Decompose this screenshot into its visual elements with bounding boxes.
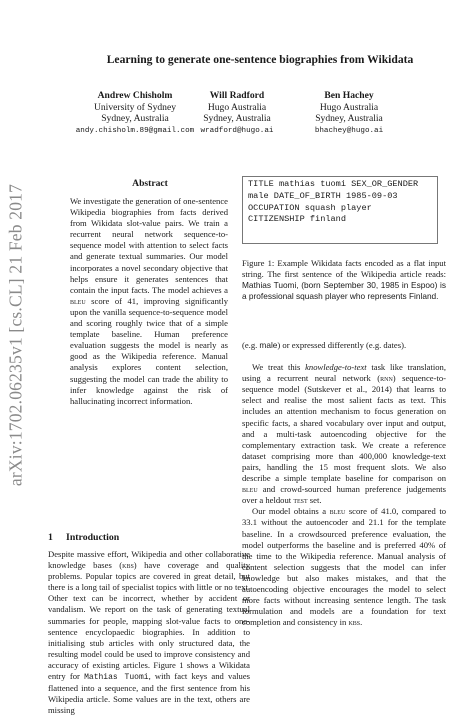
- text-part: Our model obtains a: [252, 506, 330, 517]
- introduction-text: [48, 549, 250, 716]
- section-heading-introduction: [48, 532, 119, 543]
- paragraph: [242, 340, 446, 351]
- author-email: andy.chisholm.89@gmail.com: [75, 126, 195, 135]
- intro-part: Despite massive effort, Wikipedia and other collaborative knowledge bases (: [48, 549, 250, 571]
- author-affiliation: Hugo Australia: [207, 101, 267, 113]
- section-number: 1: [48, 532, 53, 543]
- author-name: Andrew Chisholm: [97, 90, 173, 101]
- paragraph: [242, 362, 446, 506]
- bleu-term: bleu: [70, 295, 86, 306]
- rnn-term: rnn: [380, 373, 393, 384]
- kbs-term: kbs: [122, 560, 134, 571]
- right-column-text: [242, 340, 446, 628]
- author-location: Sydney, Australia: [315, 113, 383, 124]
- text-part: We treat this: [252, 362, 306, 373]
- text-part: set.: [307, 495, 322, 506]
- fact-line: CITIZENSHIP finland: [248, 214, 346, 225]
- value-male: male: [259, 340, 278, 350]
- intro-part: , with fact keys and values flattened into a sequence, and the first sentence from his Wikipedia article. Some values are in the text, others are missing: [48, 671, 250, 716]
- author-email: bhachey@hugo.ai: [314, 126, 384, 135]
- abstract-heading: Abstract: [132, 178, 168, 189]
- caption-part: Figure 1: Example Wikidata facts encoded as a flat input string. The first sentence of the Wikipedia article reads:: [242, 258, 446, 280]
- abstract-part: We investigate the generation of one-sentence Wikipedia biographies from facts derived from Wikidata slot-value pairs. We train a recurrent neural network sequence-to-sequence model with attention to select facts and generate textual summaries. Our model incorporates a novel secondary objective that helps ensure it generates sentences that contain the input facts. The model achieves a: [70, 196, 228, 295]
- author-email: wradford@hugo.ai: [200, 126, 274, 135]
- author-block-3: [294, 90, 404, 137]
- fact-line: TITLE mathias tuomi SEX_OR_GENDER: [248, 179, 419, 189]
- author-name: Ben Hachey: [324, 90, 374, 101]
- paper-title: Learning to generate one-sentence biographies from Wikidata: [106, 53, 414, 66]
- text-part: .: [360, 617, 363, 628]
- test-term: test: [293, 495, 308, 506]
- section-title: Introduction: [66, 532, 120, 543]
- intro-part: ) have coverage and quality problems. Popular topics are covered in great detail, but there is a long tail of specialist topics with little or no text. Other text can be incorrect, whether by accident or vandalism. We report on the task of generating textual summaries for people, mapping slot-value facts to one-sentence encyclopaedic biographies. In addition to initialising stub articles with only structured data, the resulting model could be used to improve consistency and accuracy of existing articles. Figure 1 shows a Wikidata entry for: [48, 560, 250, 682]
- author-affiliation: Hugo Australia: [319, 101, 379, 113]
- text-part: ) sequence-to-sequence model (Sutskever et al., 2014) that learns to select and realise the most salient facts as text. This includes an attention mechanism to focus generation on specific facts, a shared vocabulary over input and output, and a multi-task autoencoding objective for the complementary extraction task. We create a reference dataset comprising more than 400,000 knowledge-text pairs, handling the 15 most frequent slots. We also describe a simple template baseline for comparison on: [242, 373, 446, 484]
- text-part: and crowd-sourced human preference judgements over a heldout: [242, 484, 446, 506]
- text-part: (e.g.: [242, 340, 260, 350]
- author-location: Sydney, Australia: [203, 113, 271, 124]
- author-name: Will Radford: [209, 90, 265, 101]
- paragraph: [242, 506, 446, 628]
- fact-line: OCCUPATION squash player: [248, 202, 372, 213]
- author-location: Sydney, Australia: [101, 113, 169, 124]
- figure-1-caption: [242, 258, 446, 302]
- fact-line: male DATE_OF_BIRTH 1985-09-03: [248, 190, 398, 201]
- author-block-1: [70, 90, 200, 137]
- abstract-part: score of 41, improving significantly upon the vanilla sequence-to-sequence model and scoring roughly twice that of a simple template baseline. Human preference evaluation suggests the model is nearly as good as the Wikipedia reference. Manual analysis explores content selection, suggesting the model can trade the ability to infer knowledge against the risk of hallucinating incorrect information.: [70, 295, 228, 406]
- figure-1-facts: [248, 179, 436, 226]
- bleu-term: bleu: [329, 506, 346, 517]
- caption-example-sentence: Mathias Tuomi, (born September 30, 1985 in Espoo) is a professional squash player who represents Finland.: [242, 280, 446, 302]
- entity-name: Mathias Tuomi: [84, 673, 149, 683]
- text-part: score of 41.0, compared to 33.1 without the autoencoder and 21.1 for the template baseline. In a crowdsourced preference evaluation, the model outperforms the baseline and is preferred 40% of the time to the Wikipedia reference. Manual analysis of content selection suggests that the model can infer knowledge but also makes mistakes, and that the autoencoding objective encourages the model to select more facts without increasing sentence length. The task formulation and models are a foundation for text completion and consistency in: [242, 506, 446, 628]
- author-affiliation: University of Sydney: [93, 101, 177, 113]
- text-part: task like translation, using a recurrent neural network (: [242, 362, 446, 384]
- kbs-term: kbs: [348, 617, 361, 628]
- arxiv-identifier: arXiv:1702.06235v1 [cs.CL] 21 Feb 2017: [5, 183, 26, 487]
- bleu-term: bleu: [242, 484, 258, 495]
- author-block-2: [182, 90, 292, 137]
- abstract-text: [70, 196, 228, 407]
- task-name: knowledge-to-text: [305, 362, 367, 373]
- text-part: ) or expressed differently (e.g. dates).: [277, 340, 407, 350]
- arxiv-sidebar: [2, 170, 30, 500]
